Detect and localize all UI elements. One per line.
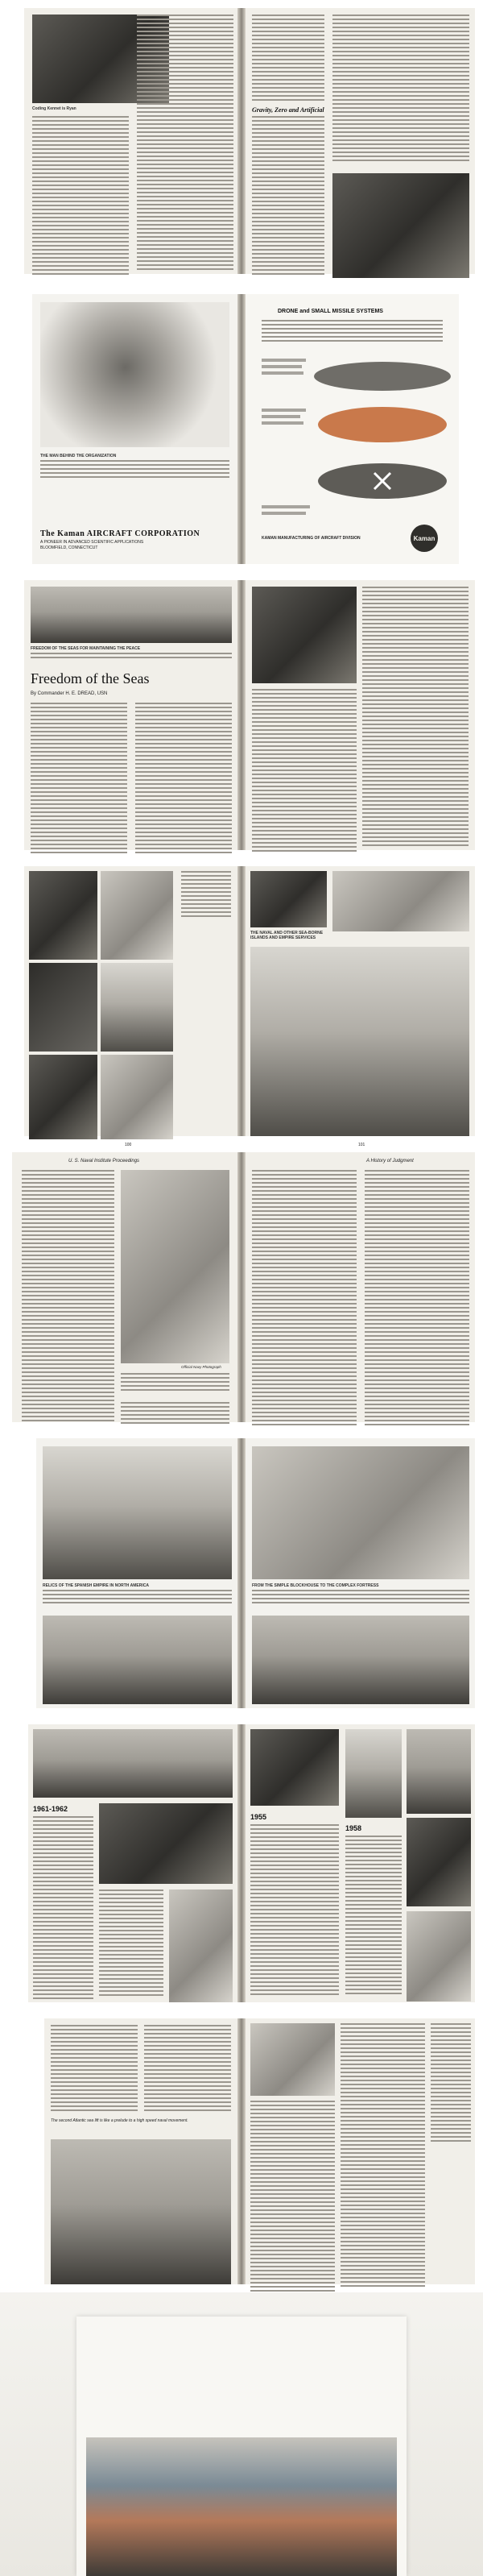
iceberg-photo <box>51 2139 231 2284</box>
aircraft-photo <box>250 2023 335 2096</box>
parade-photo <box>250 947 469 1136</box>
blockhouse-photo <box>252 1446 469 1579</box>
right-page <box>246 1724 475 2002</box>
caption-text <box>31 653 232 662</box>
body-text-column <box>250 2101 335 2294</box>
vertical-caption <box>181 871 231 1129</box>
body-text-column <box>32 116 129 281</box>
drone-shape-middle <box>318 407 447 442</box>
right-page <box>246 580 475 850</box>
body-text-column <box>22 1170 114 1428</box>
division-footer: KAMAN MANUFACTURING OF AIRCRAFT DIVISION <box>262 536 361 541</box>
freighter-photo <box>250 1729 339 1806</box>
photo-collage-4 <box>101 963 173 1052</box>
fleet-photo <box>31 587 232 643</box>
body-text-column <box>252 689 357 858</box>
body-text-column <box>332 15 469 168</box>
page-gutter <box>237 8 246 274</box>
tanker-photo <box>99 1803 233 1884</box>
body-text-column <box>31 703 127 860</box>
diagram-intro-text <box>262 320 443 348</box>
caption-text <box>252 1590 469 1610</box>
body-text-column <box>345 1836 402 2001</box>
harbor-photo <box>43 1616 232 1704</box>
left-page <box>24 8 237 274</box>
spread-1 <box>0 0 483 282</box>
ship-at-sea-illustration <box>86 2437 397 2576</box>
body-text-column <box>252 1170 357 1428</box>
page-number: 100 <box>125 1143 132 1147</box>
cover-card <box>76 2317 407 2576</box>
spread-6 <box>0 1430 483 1716</box>
year-label: 1955 <box>250 1813 267 1821</box>
destroyer-photo-3 <box>407 1911 471 2001</box>
destroyer-photo-2 <box>407 1818 471 1906</box>
right-page <box>246 1152 475 1422</box>
photo-collage-1 <box>29 871 97 960</box>
left-page <box>24 580 237 850</box>
spread-3 <box>0 572 483 858</box>
right-page <box>246 866 475 1147</box>
spread-8 <box>0 2010 483 2292</box>
photo-caption: FROM THE SIMPLE BLOCKHOUSE TO THE COMPLEX FORTRESS <box>252 1583 379 1588</box>
logo-text: Kaman <box>413 534 436 542</box>
body-text-column <box>250 1824 339 2001</box>
body-text-column <box>252 116 324 281</box>
spread-7 <box>0 1716 483 2010</box>
left-page <box>32 294 237 564</box>
lighthouse-photo <box>252 1616 469 1704</box>
photo-caption: FREEDOM OF THE SEAS FOR MAINTAINING THE PEACE <box>31 646 141 651</box>
caption-text <box>99 1889 163 2002</box>
page-gutter <box>237 580 246 850</box>
section-heading: Gravity, Zero and Artificial <box>252 106 324 114</box>
pull-quote: The second Atlantic sea lift is like a prelude to a high speed naval movement. <box>51 2118 188 2123</box>
warship-photo <box>252 587 357 683</box>
right-page <box>246 1438 475 1708</box>
year-label: 1958 <box>345 1824 362 1832</box>
photo-caption: RELICS OF THE SPANISH EMPIRE IN NORTH AMERICA <box>43 1583 149 1588</box>
running-head: U. S. Naval Institute Proceedings <box>68 1159 140 1164</box>
drone-diagram <box>262 352 447 521</box>
photo-caption: Coding Kennet is Ryan <box>32 106 76 111</box>
illustration-caption: THE MAN BEHIND THE ORGANIZATION <box>40 454 117 458</box>
photo-caption-text <box>121 1373 229 1397</box>
photo-collage-2 <box>101 871 173 960</box>
photo-collage-3 <box>29 963 97 1052</box>
body-text-column <box>135 703 232 860</box>
left-page <box>44 2018 237 2284</box>
flag-photo <box>121 1170 229 1363</box>
caption-text <box>43 1590 232 1610</box>
brand-tagline: A PIONEER IN ADVANCED SCIENTIFIC APPLICATIONS <box>40 540 144 545</box>
page-gutter <box>237 2018 246 2284</box>
page-gutter <box>237 294 246 564</box>
caption-text <box>40 460 229 484</box>
kaman-logo <box>411 525 438 552</box>
page-gutter <box>237 1152 246 1422</box>
left-page <box>12 1152 237 1422</box>
drone-shape-top <box>314 362 451 391</box>
running-head: A History of Judgment <box>366 1159 414 1164</box>
article-title: Freedom of the Seas <box>31 670 150 687</box>
photo-caption: THE NAVAL AND OTHER SEA-BORNE ISLANDS AND EMPIRE SERVICES <box>250 931 324 940</box>
aircraft-carrier-photo <box>332 871 469 931</box>
body-text-column <box>51 2025 138 2113</box>
cargo-ship-photo <box>33 1729 233 1798</box>
left-page <box>24 866 237 1147</box>
article-byline: By Commander H. E. DREAD, USN <box>31 691 108 696</box>
body-text-column <box>341 2023 425 2294</box>
page-number: 101 <box>358 1143 365 1147</box>
page-gutter <box>237 1438 246 1708</box>
body-text-column <box>252 15 324 103</box>
body-text-column <box>144 2025 231 2113</box>
left-page <box>28 1724 237 2002</box>
page-gutter <box>237 866 246 1136</box>
spread-9 <box>0 2292 483 2576</box>
body-text-column <box>365 1170 469 1428</box>
sidebar-text <box>431 2023 471 2294</box>
submarine-photo <box>250 871 327 927</box>
page-gutter <box>237 1724 246 2002</box>
spread-4 <box>0 858 483 1147</box>
right-page <box>246 2018 475 2284</box>
body-text-column <box>137 15 233 280</box>
brand-location: BLOOMFIELD, CONNECTICUT <box>40 545 98 550</box>
research-ship-photo <box>345 1729 402 1818</box>
helicopter-illustration <box>40 302 229 447</box>
spread-2 <box>0 286 483 572</box>
body-text-column <box>362 587 469 857</box>
spread-5 <box>0 1144 483 1430</box>
body-text-column <box>33 1816 93 2006</box>
left-page <box>36 1438 237 1708</box>
photo-credit: Official Navy Photograph <box>181 1365 221 1369</box>
fortress-photo <box>43 1446 232 1579</box>
sailor-photo <box>332 173 469 278</box>
year-label: 1961-1962 <box>33 1805 68 1813</box>
brand-name: The Kaman AIRCRAFT CORPORATION <box>40 529 200 538</box>
diagram-title: DRONE and SMALL MISSILE SYSTEMS <box>278 309 383 314</box>
body-text-column <box>121 1402 229 1430</box>
destroyer-photo-1 <box>407 1729 471 1814</box>
photo-collage-6 <box>101 1055 173 1139</box>
right-page <box>246 294 459 564</box>
ship-photo-small <box>169 1889 233 2002</box>
right-page <box>246 8 475 274</box>
photo-collage-5 <box>29 1055 97 1139</box>
